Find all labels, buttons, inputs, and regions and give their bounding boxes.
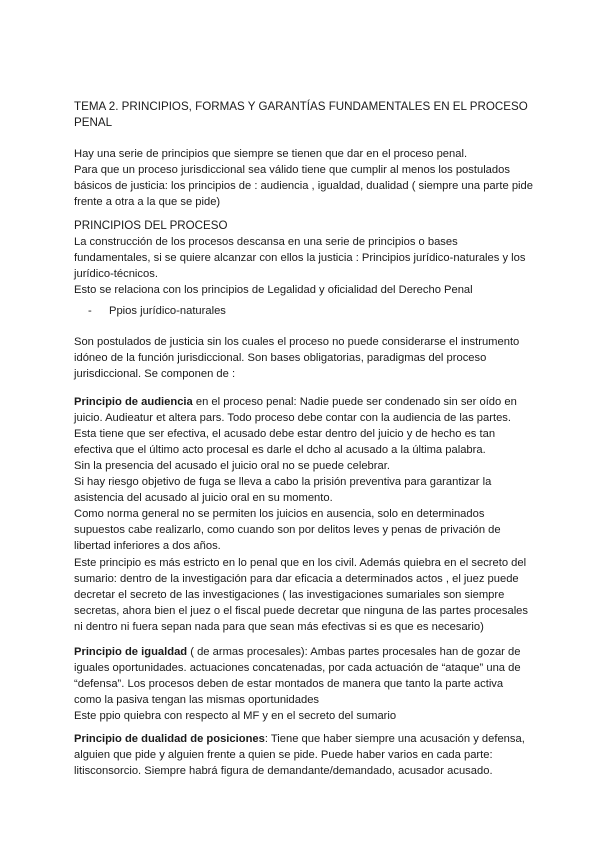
bullet-item — [88, 303, 226, 319]
text-line: Esto se relaciona con los principios de Legalidad y oficialidad del Derecho Penal — [74, 284, 473, 296]
bullet-text: Ppios jurídico-naturales — [109, 305, 226, 317]
text-line: jurisdiccional. Se componen de : — [74, 368, 236, 380]
text-line: La construcción de los procesos descansa en una serie de principios o bases — [74, 236, 458, 248]
heading-text: PRINCIPIOS DEL PROCESO — [74, 219, 228, 232]
estricto-paragraph — [74, 555, 544, 635]
text-line: frente a otra a la que se pide) — [74, 196, 221, 208]
text-line: Como norma general no se permiten los juicios en ausencia, solo en determinados — [74, 508, 485, 520]
text-run: : Tiene que haber siempre una acusación y defensa, — [264, 733, 525, 745]
audiencia-paragraph — [74, 394, 544, 554]
title-line: PENAL — [74, 116, 113, 129]
text-line: jurídico-técnicos. — [74, 268, 158, 280]
document-title — [74, 99, 544, 131]
postulados-paragraph — [74, 334, 544, 382]
text-line: como la pasiva tengan las mismas oportunidades — [74, 694, 320, 706]
title-line: TEMA 2. PRINCIPIOS, FORMAS Y GARANTÍAS FUNDAMENTALES EN EL PROCESO — [74, 100, 528, 113]
text-run: en el proceso penal: Nadie puede ser condenado sin ser oído en — [192, 396, 517, 408]
text-line: Este principio es más estricto en lo penal que en los civil. Además quiebra en el secreto del — [74, 557, 527, 569]
text-line: iguales oportunidades. actuaciones concatenadas, por cada actuación de “ataque” una de — [74, 662, 521, 674]
text-line — [74, 731, 544, 747]
text-line — [74, 644, 544, 660]
text-line: Para que un proceso jurisdiccional sea válido tiene que cumplir al menos los postulados — [74, 164, 510, 176]
text-run: ( de armas procesales): Ambas partes procesales han de gozar de — [187, 646, 521, 658]
text-line: Sin la presencia del acusado el juicio oral no se puede celebrar. — [74, 460, 390, 472]
igualdad-paragraph — [74, 644, 544, 724]
text-line: alguien que pide y alguien frente a quien se pide. Puede haber varios en cada parte: — [74, 749, 493, 761]
text-line: “defensa”. Los procesos deben de estar montados de manera que tanto la parte activa — [74, 678, 504, 690]
text-line: ni dentro ni fuera sepan nada para que sean más efectivas si es que es necesario) — [74, 621, 484, 633]
text-line: secretas, ahora bien el juez o el fiscal puede decretar que ninguna de las partes procesales — [74, 605, 529, 617]
text-line: idóneo de la función jurisdiccional. Son bases obligatorias, paradigmas del proceso — [74, 352, 487, 364]
text-line: efectiva que el último acto procesal es darle el dcho al acusado a la última palabra. — [74, 444, 486, 456]
text-line: Este ppio quiebra con respecto al MF y en el secreto del sumario — [74, 710, 397, 722]
section-heading — [74, 218, 544, 234]
principle-label: Principio de igualdad — [74, 646, 188, 658]
text-line: fundamentales, si se quiere alcanzar con ellos la justicia : Principios jurídico-naturales y los — [74, 252, 526, 264]
bullet-dash: - — [88, 305, 92, 317]
text-line: Esta tiene que ser efectiva, el acusado debe estar dentro del juicio y de hecho es tan — [74, 428, 496, 440]
section-paragraph — [74, 234, 544, 298]
text-line: básicos de justicia: los principios de : audiencia , igualdad, dualidad ( siempre una parte pide — [74, 180, 533, 192]
principle-label: Principio de dualidad de posiciones — [74, 733, 265, 745]
text-line — [74, 394, 544, 410]
dualidad-paragraph — [74, 731, 544, 779]
principle-label: Principio de audiencia — [74, 396, 193, 408]
text-line: juicio. Audieatur et altera pars. Todo proceso debe contar con la audiencia de las partes. — [74, 412, 512, 424]
text-line: supuestos cabe realizarlo, como cuando son por delitos leves y penas de privación de — [74, 524, 501, 536]
intro-paragraph — [74, 146, 544, 210]
text-line: decretar el secreto de las investigaciones ( las investigaciones sumariales son siempre — [74, 589, 505, 601]
text-line: litisconsorcio. Siempre habrá figura de demandante/demandado, acusador acusado. — [74, 765, 493, 777]
text-line: asistencia del acusado al juicio oral en su momento. — [74, 492, 333, 504]
text-line: Son postulados de justicia sin los cuales el proceso no puede considerarse el instrumento — [74, 336, 520, 348]
text-line: libertad inferiores a dos años. — [74, 540, 221, 552]
text-line: Si hay riesgo objetivo de fuga se lleva a cabo la prisión preventiva para garantizar la — [74, 476, 492, 488]
text-line: Hay una serie de principios que siempre se tienen que dar en el proceso penal. — [74, 148, 468, 160]
text-line: sumario: dentro de la investigación para dar eficacia a determinados actos , el juez puede — [74, 573, 519, 585]
